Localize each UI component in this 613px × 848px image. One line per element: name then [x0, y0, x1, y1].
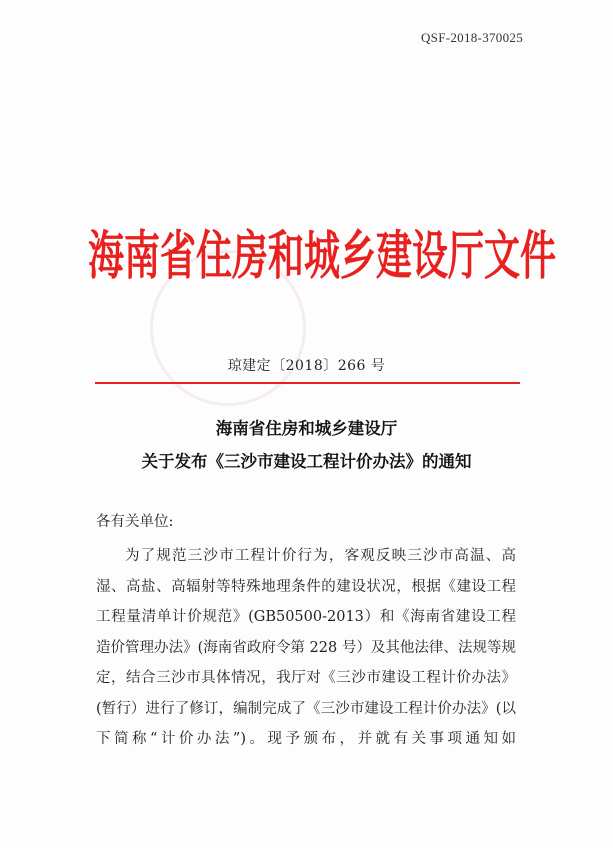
notice-title-line-1: 海南省住房和城乡建设厅: [215, 419, 398, 438]
red-separator-line: [95, 382, 520, 384]
salutation: 各有关单位:: [96, 514, 174, 530]
notice-title-line-2: 关于发布《三沙市建设工程计价办法》的通知: [141, 452, 472, 471]
document-code: QSF-2018-370025: [420, 30, 523, 45]
document-number: 琼建定〔2018〕266 号: [227, 358, 386, 374]
body-paragraph: 为了规范三沙市工程计价行为，客观反映三沙市高温、高湿、高盐、高辐射等特殊地理条件的建设状况，根据《建设工程工程量清单计价规范》(GB50500-2013）和《海南省建设工程造价管理办法》(海南省政府令第 228 号）及其他法律、法规等规定，结合三沙市具体情况，我厅对《三沙市建设工程计价办法》(暂行）进行了修订，编制完成了《三沙市建设工程计价办法》(以下简称“计价办法”)。现予颁布，并就有关事项通知如: [96, 548, 516, 747]
document-header-title: 海南省住房和城乡建设厅文件: [88, 225, 557, 287]
